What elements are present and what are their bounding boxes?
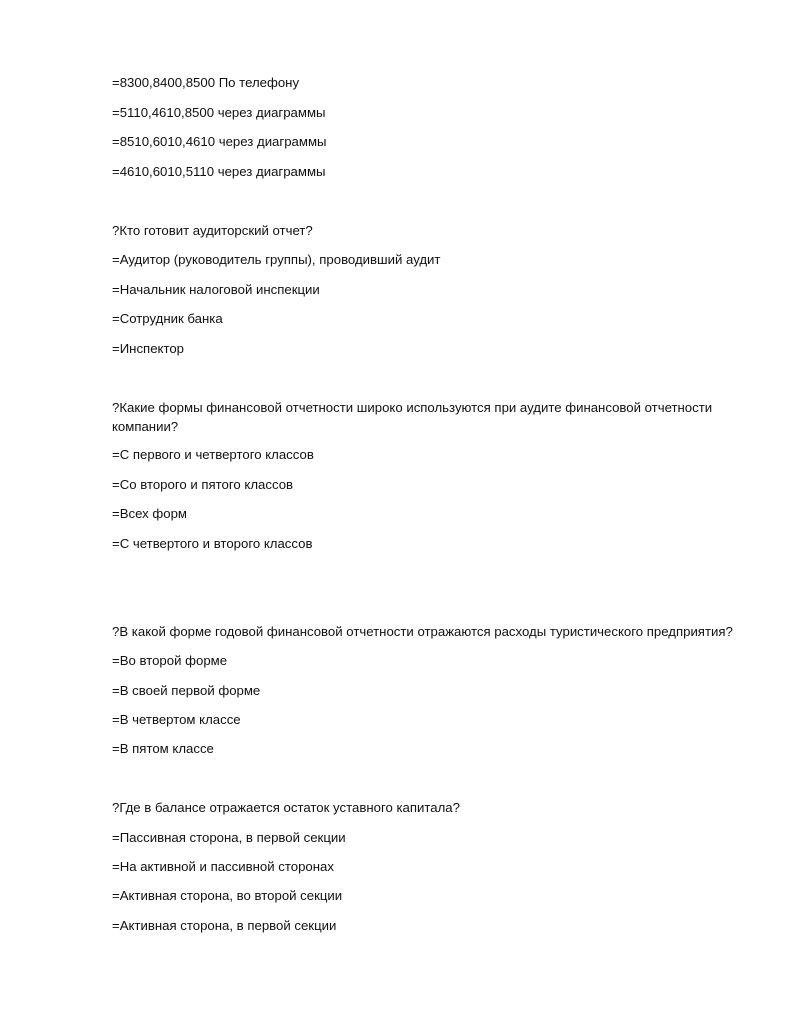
answer-option: =Начальник налоговой инспекции [112,282,320,297]
answer-option: =4610,6010,5110 через диаграммы [112,164,326,179]
answer-option: =Во второй форме [112,653,228,668]
answer-option: =Со второго и пятого классов [112,477,294,492]
answer-option: =Аудитор (руководитель группы), проводивший аудит [112,252,441,267]
answer-option: =С четвертого и второго классов [112,536,313,551]
answer-option: =Инспектор [112,341,185,356]
answer-option: =В четвертом классе [112,712,241,727]
question-text: ?Кто готовит аудиторский отчет? [112,223,313,238]
question-text: ?Какие формы финансовой отчетности широко используются при аудите финансовой отчетности компании? [112,400,713,434]
answer-option: =Сотрудник банка [112,311,223,326]
answer-option: =Пассивная сторона, в первой секции [112,830,346,845]
answer-option: =В пятом классе [112,741,214,756]
answer-option: =8510,6010,4610 через диаграммы [112,134,327,149]
answer-option: =Всех форм [112,506,187,521]
question-text: ?В какой форме годовой финансовой отчетности отражаются расходы туристического предприятия? [112,624,733,639]
answer-option: =С первого и четвертого классов [112,447,314,462]
answer-option: =На активной и пассивной сторонах [112,859,334,874]
question-text: ?Где в балансе отражается остаток уставного капитала? [112,800,460,815]
answer-option: =8300,8400,8500 По телефону [112,75,300,90]
answer-option: =5110,4610,8500 через диаграммы [112,105,326,120]
answer-option: =Активная сторона, в первой секции [112,918,337,933]
answer-option: =В своей первой форме [112,683,261,698]
answer-option: =Активная сторона, во второй секции [112,888,343,903]
